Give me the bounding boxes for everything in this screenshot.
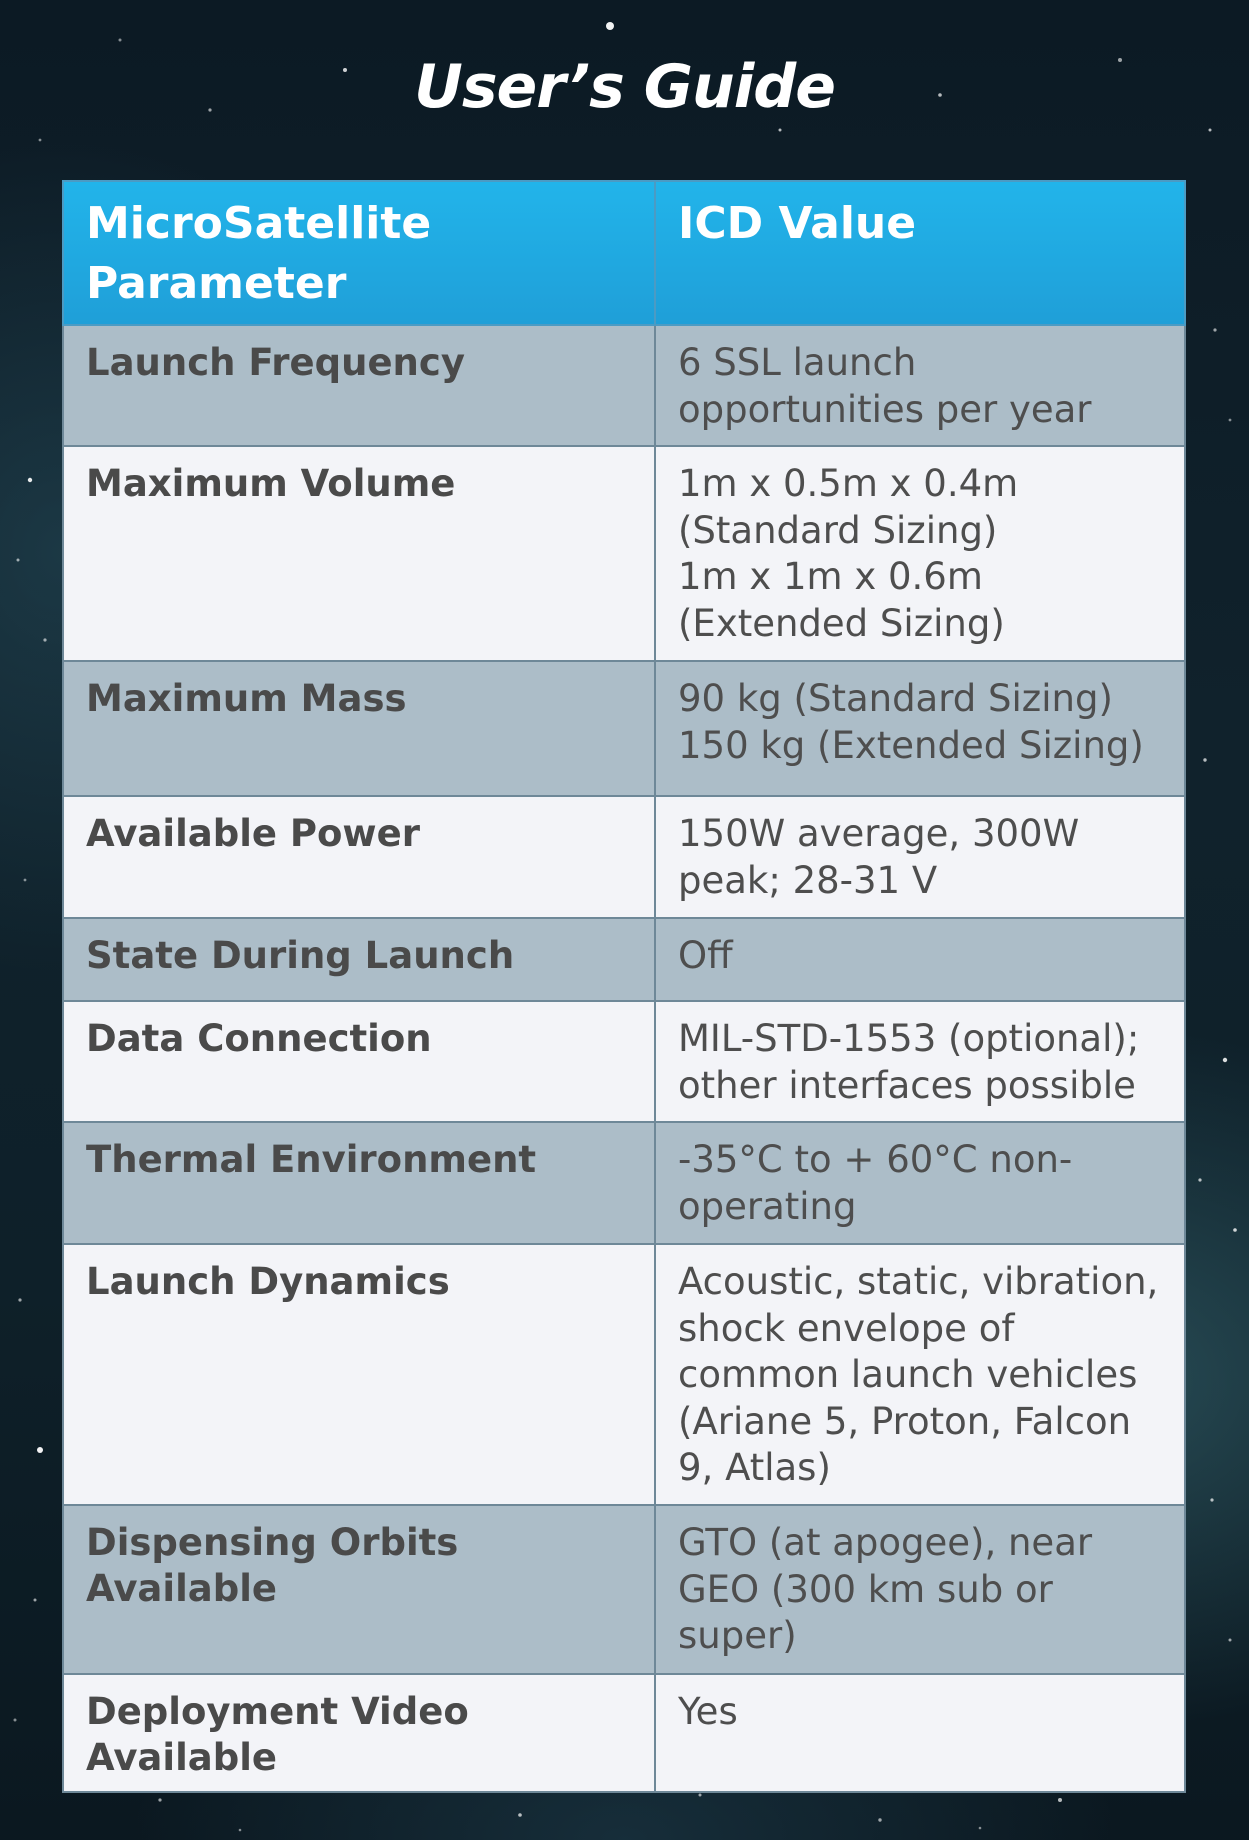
value-cell	[655, 1001, 1185, 1122]
table-row	[63, 1505, 1185, 1674]
value-line: common launch vehicles	[678, 1353, 1138, 1396]
table-row	[63, 1122, 1185, 1244]
table-row	[63, 796, 1185, 918]
table-row	[63, 446, 1185, 661]
value-line: 150 kg (Extended Sizing)	[678, 723, 1144, 767]
value-line: 9, Atlas)	[678, 1446, 831, 1489]
value-line: shock envelope of	[678, 1306, 1015, 1350]
value-cell	[655, 325, 1185, 446]
column-header-icd-value: ICD Value	[655, 181, 1185, 325]
parameter-cell: State During Launch	[63, 918, 655, 1001]
value-cell	[655, 918, 1185, 1001]
value-line: GEO (300 km sub or	[678, 1567, 1053, 1611]
parameter-cell: Data Connection	[63, 1001, 655, 1122]
value-line: 150W average, 300W	[678, 812, 1080, 855]
value-cell	[655, 661, 1185, 796]
value-cell	[655, 796, 1185, 918]
value-cell	[655, 1122, 1185, 1244]
microsatellite-parameters-table	[62, 180, 1186, 1793]
value-line: 1m x 1m x 0.6m	[678, 555, 983, 598]
parameter-cell: Deployment Video Available	[63, 1674, 655, 1792]
table-row	[63, 1674, 1185, 1792]
table-row	[63, 918, 1185, 1001]
value-line: GTO (at apogee), near	[678, 1521, 1093, 1564]
value-cell	[655, 1505, 1185, 1674]
table-row	[63, 1244, 1185, 1505]
value-line: 6 SSL launch	[678, 341, 917, 384]
parameter-cell: Dispensing Orbits Available	[63, 1505, 655, 1674]
value-cell	[655, 1674, 1185, 1792]
value-line: super)	[678, 1614, 797, 1657]
value-line: Off	[678, 934, 733, 977]
column-header-parameter: MicroSatellite Parameter	[63, 181, 655, 325]
parameter-cell: Launch Dynamics	[63, 1244, 655, 1505]
value-line: (Extended Sizing)	[678, 601, 1005, 645]
value-line: Acoustic, static, vibration,	[678, 1260, 1159, 1303]
value-line: (Ariane 5, Proton, Falcon	[678, 1399, 1132, 1443]
value-line: other interfaces possible	[678, 1063, 1136, 1107]
parameter-cell: Thermal Environment	[63, 1122, 655, 1244]
value-line: (Standard Sizing)	[678, 508, 998, 552]
value-line: 90 kg (Standard Sizing)	[678, 677, 1113, 720]
table-row	[63, 325, 1185, 446]
parameter-cell: Maximum Mass	[63, 661, 655, 796]
parameter-cell: Available Power	[63, 796, 655, 918]
value-line: 1m x 0.5m x 0.4m	[678, 462, 1019, 505]
table-row	[63, 661, 1185, 796]
value-line: MIL-STD-1553 (optional);	[678, 1017, 1140, 1060]
value-cell	[655, 1244, 1185, 1505]
value-line: peak; 28-31 V	[678, 858, 938, 902]
table-row	[63, 1001, 1185, 1122]
parameter-cell: Maximum Volume	[63, 446, 655, 661]
value-line: -35°C to + 60°C non-	[678, 1138, 1073, 1181]
value-line: opportunities per year	[678, 387, 1092, 431]
parameter-cell: Launch Frequency	[63, 325, 655, 446]
table-header-row	[63, 181, 1185, 325]
value-line: Yes	[678, 1690, 738, 1733]
value-line: operating	[678, 1184, 857, 1228]
value-cell	[655, 446, 1185, 661]
page-title: User’s Guide	[414, 52, 835, 122]
